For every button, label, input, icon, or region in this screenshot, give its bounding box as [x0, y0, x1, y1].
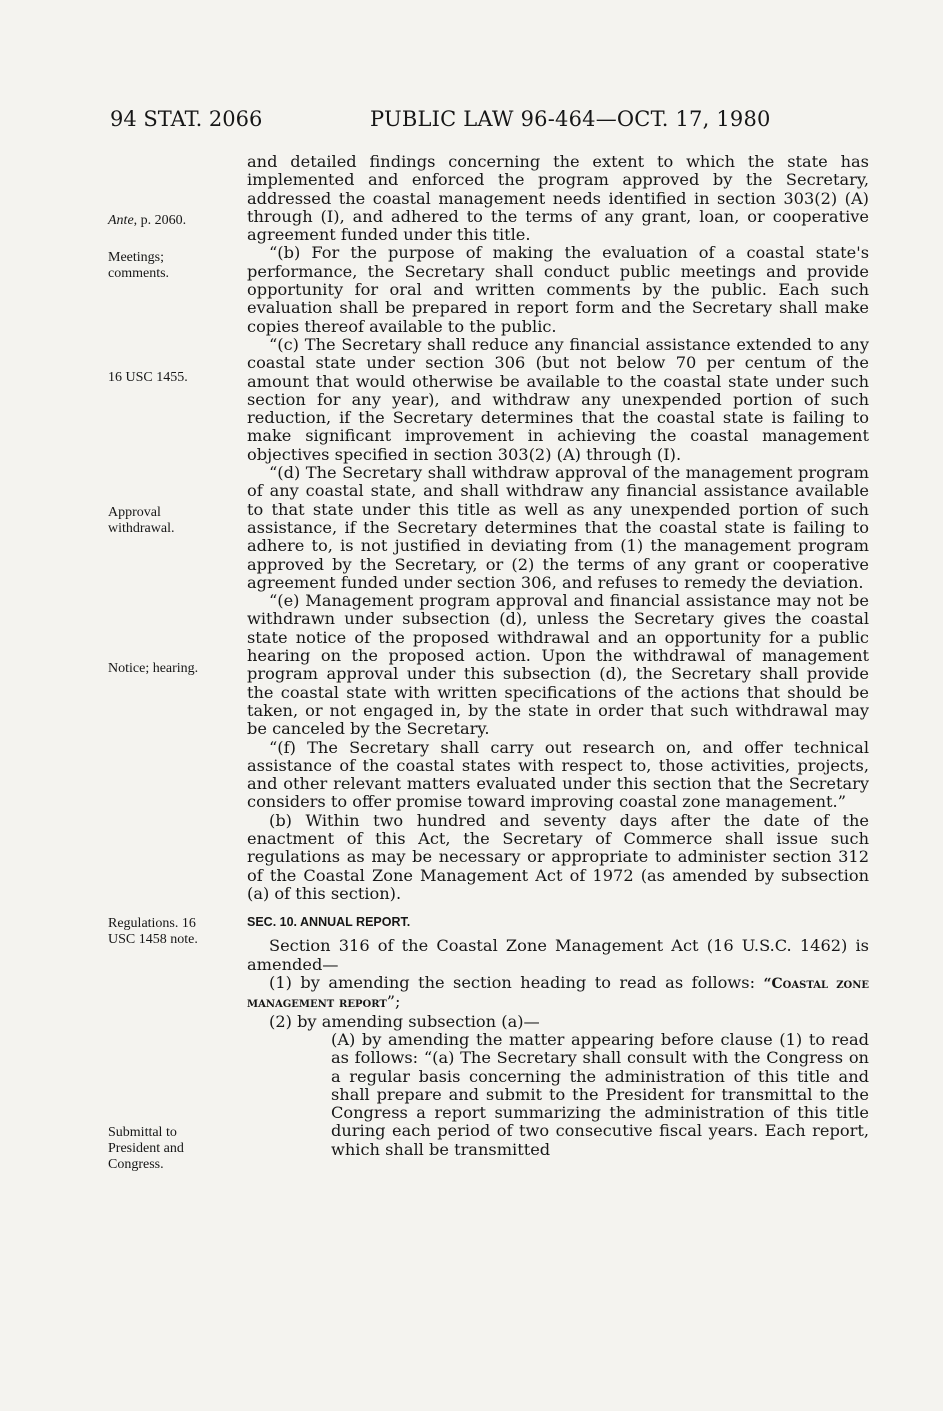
margin-note-rest: , p. 2060. [133, 213, 187, 228]
margin-note-notice: Notice; hearing. [108, 661, 199, 676]
item-1-lead: (1) by amending the section heading to read as follows: [269, 973, 764, 993]
margin-note-ante [108, 213, 238, 229]
paragraph-e: “(e) Management program approval and financial assistance may not be withdrawn under subsection (d), unless the Secretary gives the coastal state notice of the proposed withdrawal and an opportunity for a public hearing on the proposed action. Upon the withdrawal of management program approval under this subsection (d), the Secretary shall provide the coastal state with written specifications of the actions that should be taken, or not engaged in, by the state in order that such withdrawal may be canceled by the Secretary. [247, 591, 869, 739]
section-heading: SEC. 10. ANNUAL REPORT. [247, 915, 411, 930]
paragraph-b-regulations: (b) Within two hundred and seventy days after the date of the enactment of this Act, the Secretary of Commerce shall issue such regulations as may be necessary or appropriate to administer section 312 of the Coastal Zone Management Act of 1972 (as amended by subsection (a) of this section). [247, 810, 869, 903]
paragraph-b: “(b) For the purpose of making the evaluation of a coastal state's performance, the Secretary shall conduct public meetings and provide opportunity for oral and written comments by the public. Each such evaluation shall be prepared in report form and the Secretary shall make copies thereof available to the public. [247, 243, 869, 336]
margin-note-regulations: Regulations. 16 USC 1458 note. [108, 916, 198, 947]
paragraph-section-316: Section 316 of the Coastal Zone Management Act (16 U.S.C. 1462) is amended— [247, 936, 869, 974]
margin-note-usc-1455: 16 USC 1455. [108, 370, 188, 385]
paragraph-d: “(d) The Secretary shall withdraw approval of the management program of any coastal state, and shall withdraw any financial assistance available to that state under this title as well as any unexpended portion of such assistance, if the Secretary determines that the coastal state is failing to adhere to, is not justified in deviating from (1) the management program approved by the Secretary, or (2) the terms of any grant or cooperative agreement funded under section 306, and refuses to remedy the deviation. [247, 463, 869, 592]
paragraph-f: “(f) The Secretary shall carry out research on, and offer technical assistance of the coastal states with respect to, those activities, projects, and other relevant matters evaluated under this section that the Secretary considers to offer promise toward improving coastal zone management.” [247, 737, 869, 812]
body-text [247, 153, 869, 1159]
paragraph-item-2: (2) by amending subsection (a)— [269, 1011, 540, 1031]
margin-note-meetings: Meetings; comments. [108, 250, 170, 281]
page-number: 94 STAT. 2066 [110, 107, 263, 131]
item-1-end: ”; [386, 992, 401, 1012]
paragraph-item-1 [247, 974, 869, 1013]
page-title: PUBLIC LAW 96-464—OCT. 17, 1980 [370, 107, 771, 131]
margin-note-approval: Approval withdrawal. [108, 505, 175, 536]
paragraph-continuation: and detailed findings concerning the extent to which the state has implemented and enforced the program approved by the Secretary, addressed the coastal management needs identified in section 303(2) (A) through (I), and adhered to the terms of any grant, loan, or cooperative agreement funded under this title. [247, 152, 869, 245]
margin-note-italic: Ante [108, 213, 134, 228]
paragraph-item-A: (A) by amending the matter appearing before clause (1) to read as follows: “(a) The Secretary shall consult with the Congress on a regular basis concerning the administration of this title and shall prepare and submit to the President for transmittal to the Congress a report summarizing the administration of this title during each period of two consecutive fiscal years. Each report, which shall be transmitted [331, 1029, 869, 1159]
paragraph-c: “(c) The Secretary shall reduce any financial assistance extended to any coastal state under section 306 (but not below 70 per centum of the amount that would otherwise be available to the coastal state under such section for any year), and withdraw any unexpended portion of such reduction, if the Secretary determines that the coastal state is failing to make significant improvement in achieving the coastal management objectives specified in section 303(2) (A) through (I). [247, 334, 869, 464]
margin-note-submittal: Submittal to President and Congress. [108, 1125, 184, 1172]
item-1-heading: “Coastal zone management report [247, 976, 869, 1012]
